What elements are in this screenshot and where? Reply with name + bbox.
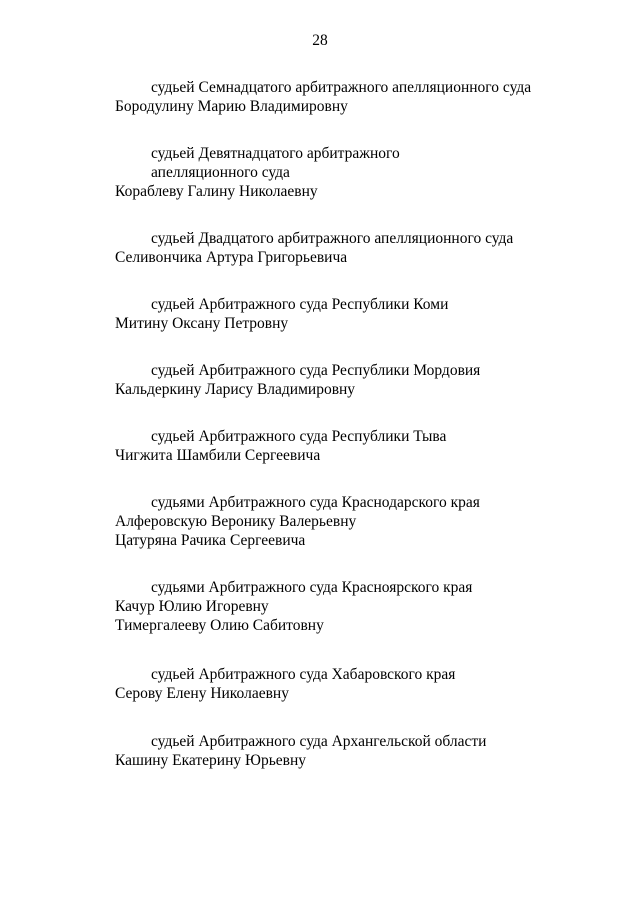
appointment-entry — [115, 229, 585, 267]
court-title-line: судьей Арбитражного суда Республики Тыва — [151, 428, 447, 445]
judge-name: Тимергалееву Олию Сабитовну — [115, 617, 324, 634]
judge-name: Селивончика Артура Григорьевича — [115, 249, 348, 266]
judge-name: Кораблеву Галину Николаевну — [115, 183, 318, 200]
judge-name: Чигжита Шамбили Сергеевича — [115, 447, 321, 464]
court-title-line: судьями Арбитражного суда Красноярского края — [151, 579, 473, 596]
court-title-line: судьей Арбитражного суда Хабаровского края — [151, 666, 456, 683]
appointment-entry — [115, 144, 585, 201]
judge-name: Митину Оксану Петровну — [115, 315, 289, 332]
court-title-line: судьей Арбитражного суда Республики Мордовия — [151, 362, 481, 379]
judge-name: Серову Елену Николаевну — [115, 685, 289, 702]
page-number: 28 — [312, 32, 328, 49]
court-title-line: судьями Арбитражного суда Краснодарского края — [151, 494, 480, 511]
judge-name: Алферовскую Веронику Валерьевну — [115, 513, 357, 530]
appointment-entry — [115, 732, 585, 770]
appointment-entry — [115, 578, 585, 635]
court-title-line: апелляционного суда — [151, 164, 290, 181]
court-title-line: судьей Девятнадцатого арбитражного — [151, 145, 400, 162]
court-title-line: судьей Двадцатого арбитражного апелляционного суда — [151, 230, 514, 247]
court-title-line: судьей Семнадцатого арбитражного апелляционного суда — [151, 79, 532, 96]
appointment-entry — [115, 295, 585, 333]
appointment-entry — [115, 361, 585, 399]
judge-name: Качур Юлию Игоревну — [115, 598, 269, 615]
appointment-entry — [115, 665, 585, 703]
judge-name: Цатуряна Рачика Сергеевича — [115, 532, 306, 549]
appointment-entry — [115, 493, 585, 550]
judge-name: Кальдеркину Ларису Владимировну — [115, 381, 356, 398]
appointment-entry — [115, 78, 585, 116]
court-title-line: судьей Арбитражного суда Республики Коми — [151, 296, 449, 313]
judge-name: Бородулину Марию Владимировну — [115, 98, 348, 115]
appointment-entry — [115, 427, 585, 465]
judge-name: Кашину Екатерину Юрьевну — [115, 752, 307, 769]
court-title-line: судьей Арбитражного суда Архангельской области — [151, 733, 487, 750]
